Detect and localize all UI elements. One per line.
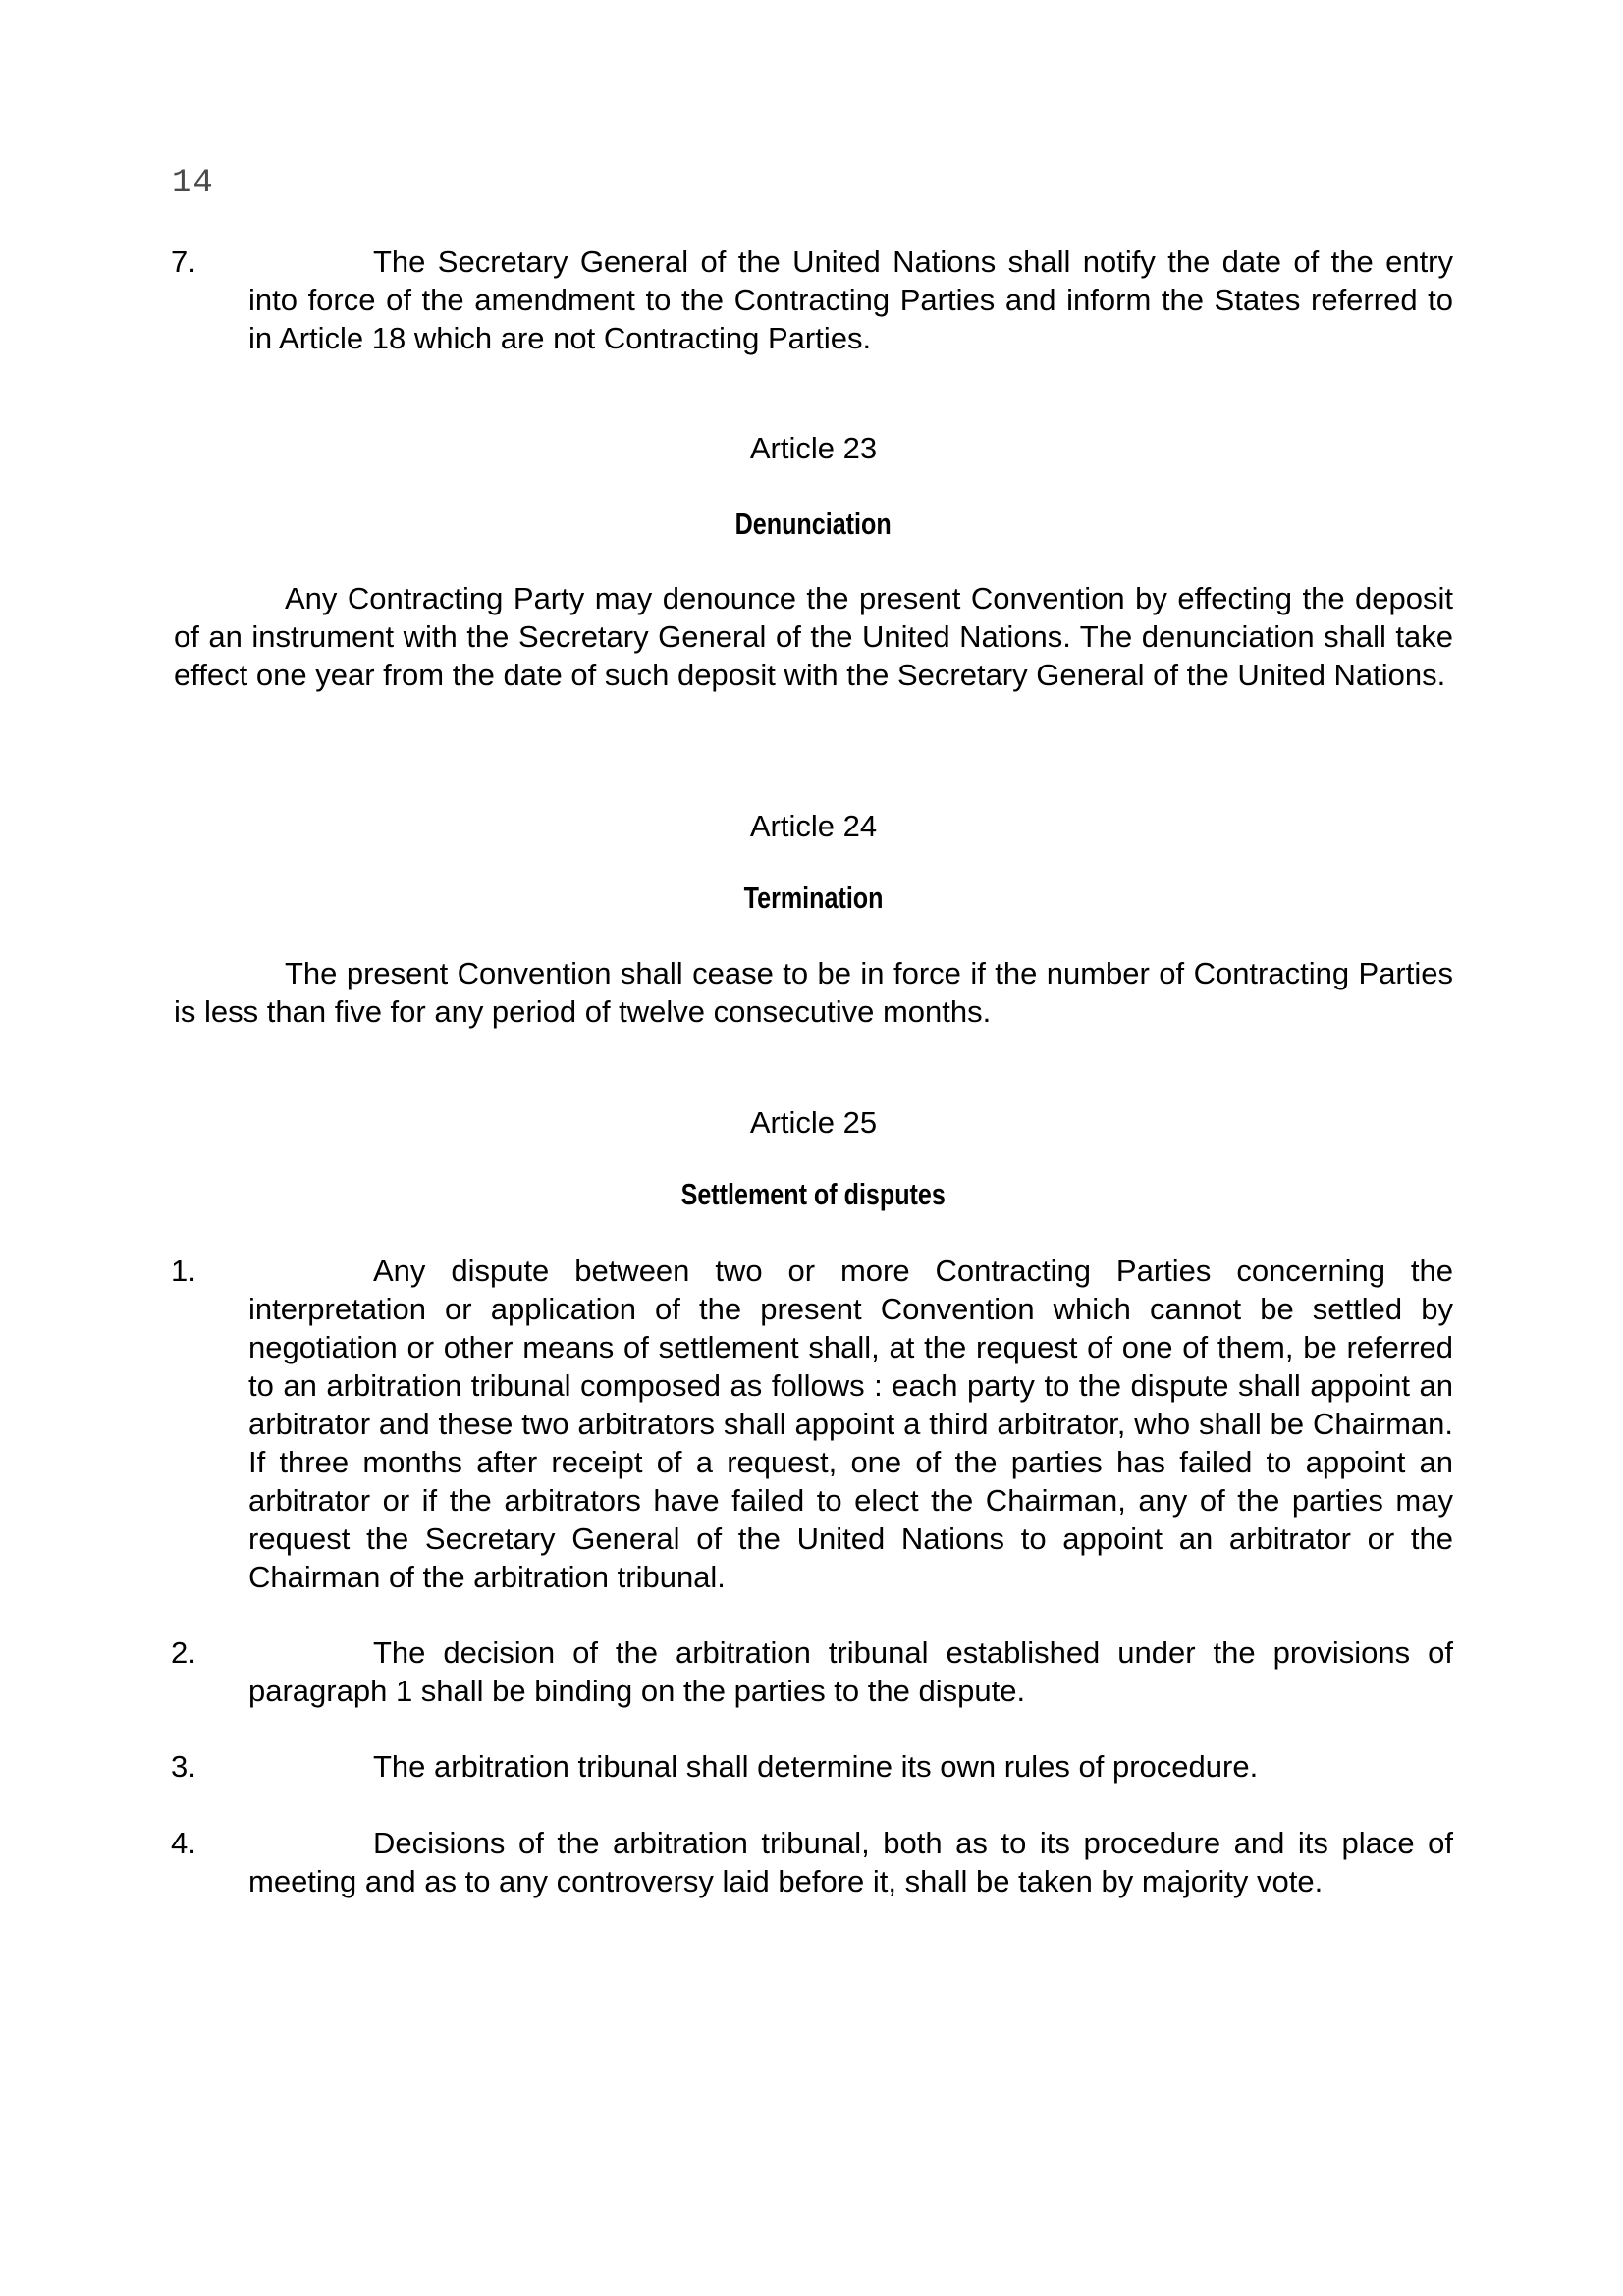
- article-25-paragraph-1-number: 1.: [171, 1254, 196, 1288]
- article-23-subheading-text: Denunciation: [734, 507, 893, 541]
- article-23-subheading: [174, 507, 1453, 542]
- page-number: 14: [172, 165, 214, 202]
- article-25-heading: Article 25: [749, 1105, 878, 1140]
- paragraph-7: [171, 242, 1453, 357]
- article-24-subheading: [174, 881, 1453, 916]
- article-24-heading: Article 24: [749, 809, 878, 843]
- article-25-paragraph-4-number: 4.: [171, 1826, 196, 1860]
- article-25-paragraph-1: [171, 1252, 1453, 1596]
- article-25-paragraph-4-text: Decisions of the arbitration tribunal, both as to its procedure and its place of meeting and as to any controversy laid before it, shall be taken by majority vote.: [248, 1826, 1453, 1898]
- article-25-subheading-text: Settlement of disputes: [680, 1177, 947, 1211]
- article-25-paragraph-2: [171, 1633, 1453, 1710]
- article-25-paragraph-3-text: The arbitration tribunal shall determine its own rules of procedure.: [373, 1749, 1259, 1784]
- article-24-subheading-text: Termination: [743, 881, 884, 915]
- article-23-heading: Article 23: [749, 431, 878, 465]
- article-25-paragraph-3: [171, 1747, 1453, 1786]
- article-25-paragraph-3-number: 3.: [171, 1749, 196, 1784]
- article-25-paragraph-4: [171, 1824, 1453, 1900]
- paragraph-7-text: The Secretary General of the United Nations shall notify the date of the entry into force of the amendment to the Contracting Parties and inform the States referred to in Article 18 which are not Contracting Parties.: [248, 244, 1453, 355]
- article-24-body: The present Convention shall cease to be in force if the number of Contracting Parties is less than five for any period of twelve consecutive months.: [174, 956, 1453, 1029]
- paragraph-7-number: 7.: [171, 244, 196, 279]
- article-25-paragraph-2-text: The decision of the arbitration tribunal established under the provisions of paragraph 1 shall be binding on the parties to the dispute.: [248, 1635, 1453, 1708]
- article-23-body: Any Contracting Party may denounce the present Convention by effecting the deposit of an instrument with the Secretary General of the United Nations. The denunciation shall take effect one year from the date of such deposit with the Secretary General of the United Nations.: [174, 581, 1453, 692]
- article-25-subheading: [174, 1177, 1453, 1212]
- article-25-paragraph-1-text: Any dispute between two or more Contracting Parties concerning the interpretation or application of the present Convention which cannot be settled by negotiation or other means of settlement shall, at the request of one of them, be referred to an arbitration tribunal composed as follows : each party to the dispute shall appoint an arbitrator and these two arbitrators shall appoint a third arbitrator, who shall be Chairman. If three months after receipt of a request, one of the parties has failed to appoint an arbitrator or if the arbitrators have failed to elect the Chairman, any of the parties may request the Secretary General of the United Nations to appoint an arbitrator or the Chairman of the arbitration tribunal.: [248, 1254, 1453, 1594]
- article-25-paragraph-2-number: 2.: [171, 1635, 196, 1670]
